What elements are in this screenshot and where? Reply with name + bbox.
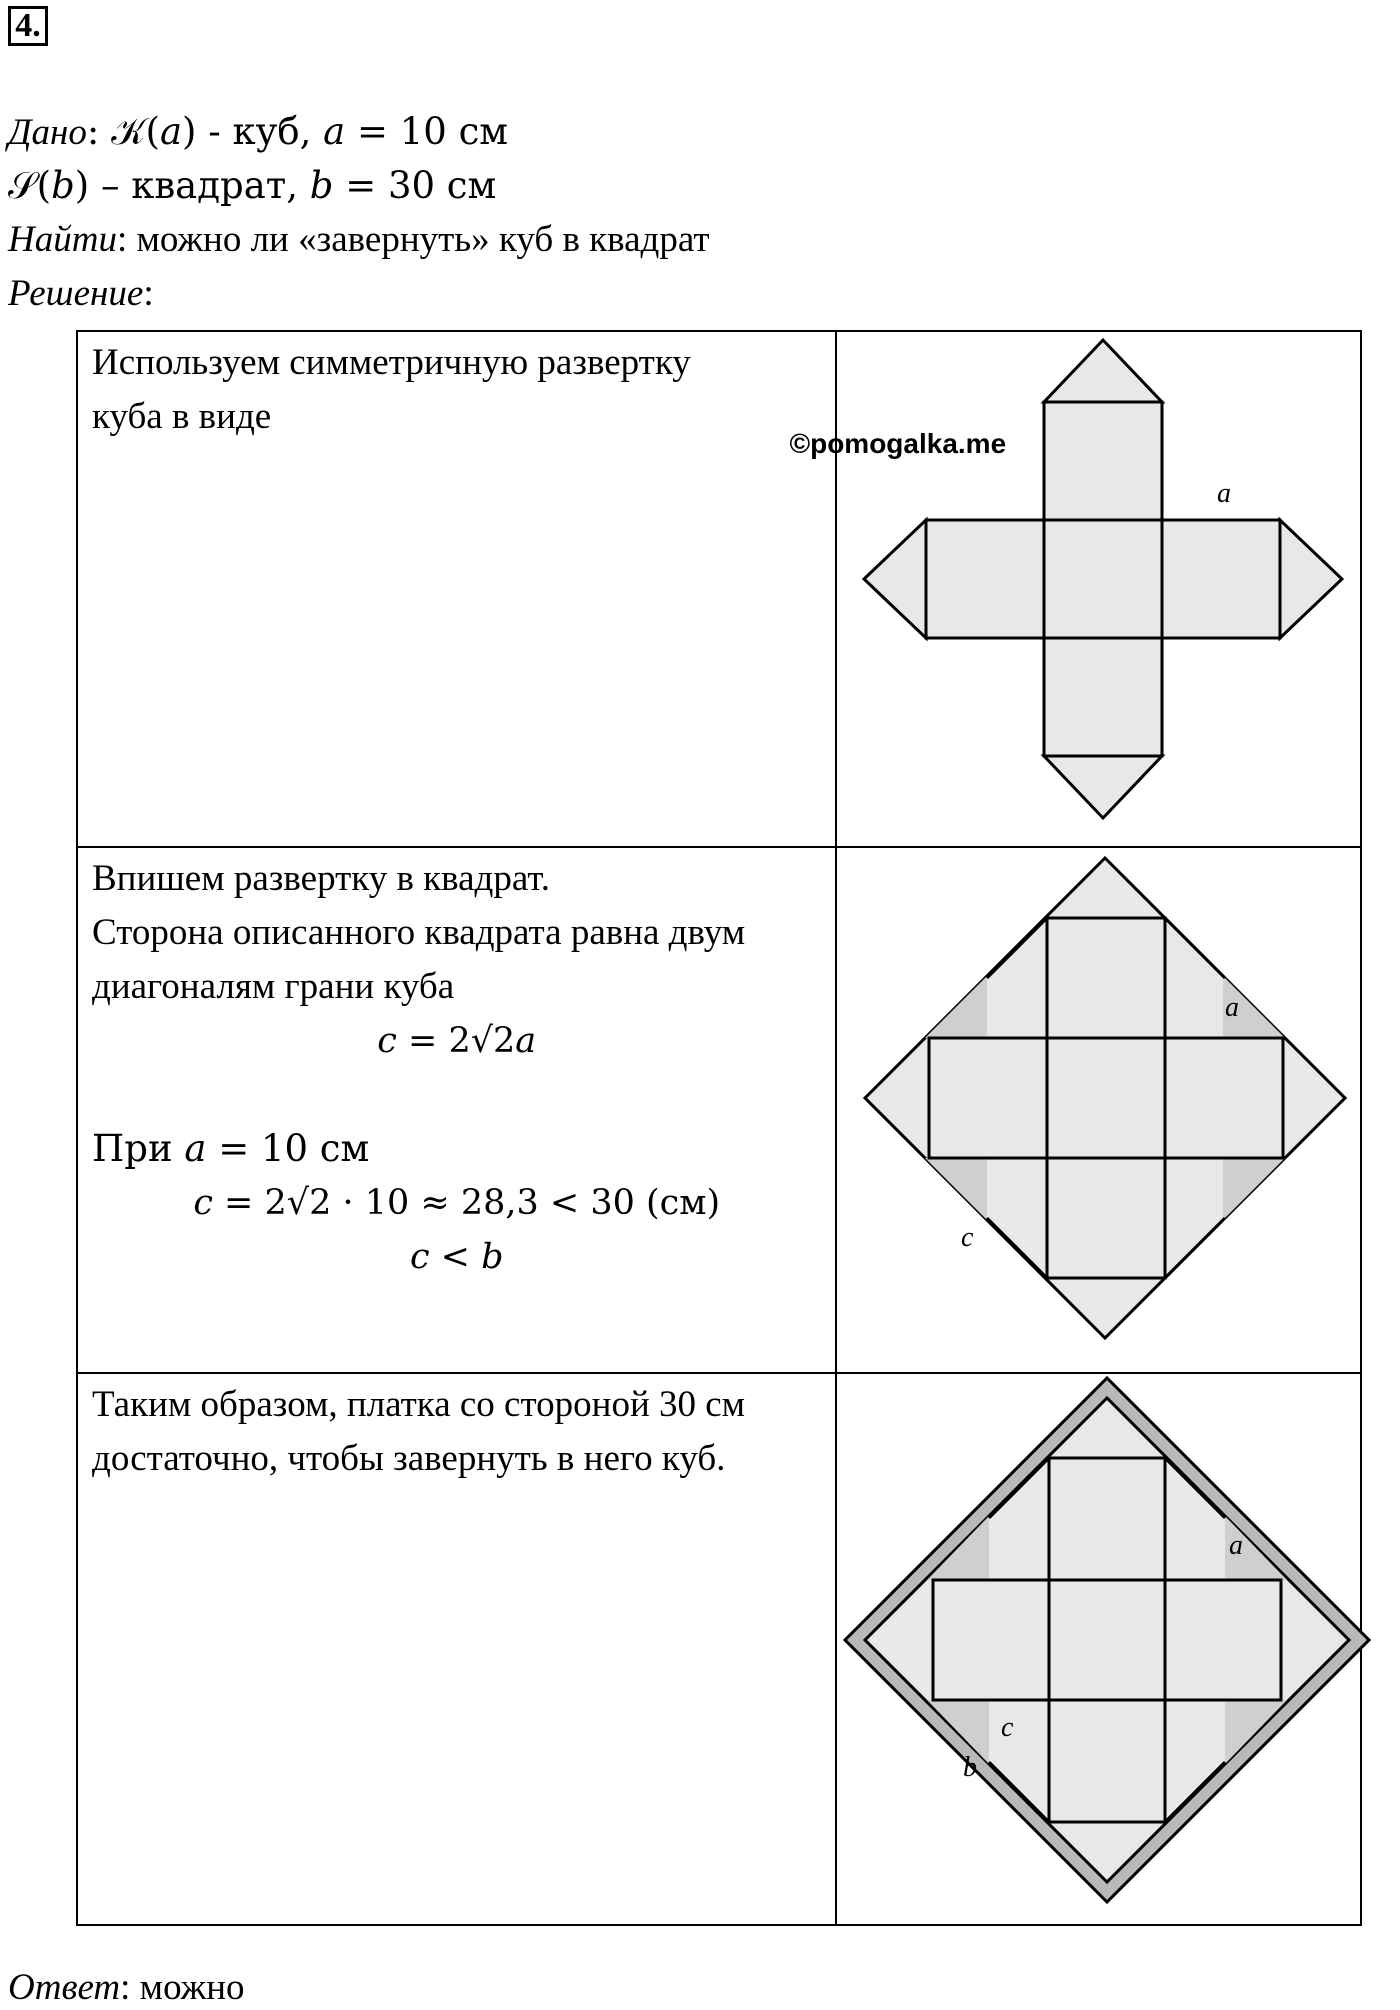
formula-c: 𝑐 = 2√2𝑎 bbox=[377, 1021, 537, 1061]
find-text: : можно ли «завернуть» куб в квадрат bbox=[116, 219, 710, 260]
net-face-center bbox=[1044, 520, 1162, 638]
cube-net-diagram bbox=[837, 332, 1375, 842]
row-1-line-1: Используем симметричную развертку bbox=[92, 342, 691, 383]
net-triangle-top bbox=[1044, 340, 1162, 402]
solution-label: Решение bbox=[8, 273, 144, 314]
answer-label: Ответ bbox=[8, 1967, 121, 2008]
answer-text: : можно bbox=[120, 1967, 245, 2008]
formula-c-value: 𝑐 = 2√2 · 10 ≈ 28,3 < 30 (см) bbox=[193, 1183, 721, 1223]
net-face-left bbox=[926, 520, 1044, 638]
spacer bbox=[92, 1068, 821, 1122]
task-number: 4. bbox=[8, 6, 48, 46]
find-label: Найти bbox=[8, 219, 117, 260]
row-2-text bbox=[77, 847, 836, 1373]
shade-br bbox=[1223, 1158, 1285, 1220]
label-a: a bbox=[1229, 1530, 1244, 1561]
label-b: b bbox=[963, 1752, 978, 1783]
inscribed-net-diagram bbox=[837, 848, 1375, 1368]
solution-table bbox=[76, 330, 1362, 1926]
given-cube: : 𝒦(𝑎) - куб, 𝑎 = 10 см bbox=[86, 110, 509, 153]
row-2-line-3: диагоналям грани куба bbox=[92, 966, 455, 1007]
given-line-1 bbox=[8, 110, 508, 155]
given-a-value: При 𝑎 = 10 см bbox=[92, 1127, 370, 1170]
answer-line bbox=[8, 1966, 245, 2010]
net-triangle-bottom bbox=[1044, 756, 1162, 818]
net-face-bottom bbox=[1044, 638, 1162, 756]
solution-colon: : bbox=[143, 273, 154, 314]
given-line-2 bbox=[8, 164, 496, 209]
watermark: ©pomogalka.me bbox=[789, 428, 1007, 459]
label-a: a bbox=[1217, 478, 1232, 509]
solution-line bbox=[8, 272, 154, 316]
formula-c-less-b: 𝑐 < 𝑏 bbox=[409, 1237, 504, 1277]
row-3-text bbox=[77, 1373, 836, 1925]
row-3-figure bbox=[836, 1373, 1361, 1925]
square-c bbox=[865, 1398, 1349, 1882]
label-a: a bbox=[1225, 992, 1240, 1023]
given-square: 𝒮(𝑏) – квадрат, 𝑏 = 30 см bbox=[8, 164, 497, 207]
find-line bbox=[8, 218, 710, 262]
row-1-text bbox=[77, 331, 836, 847]
solution-row-1 bbox=[77, 331, 1361, 847]
row-2-figure bbox=[836, 847, 1361, 1373]
label-c: c bbox=[961, 1222, 974, 1253]
row-2-line-1: Впишем развертку в квадрат. bbox=[92, 858, 550, 899]
square-c bbox=[865, 858, 1345, 1338]
row-1-line-2: куба в виде bbox=[92, 396, 272, 437]
row-1-figure bbox=[789, 331, 1361, 847]
solution-row-3 bbox=[77, 1373, 1361, 1925]
net-triangle-right bbox=[1280, 520, 1342, 638]
label-c: c bbox=[1001, 1712, 1014, 1743]
row-3-line-1: Таким образом, платка со стороной 30 см bbox=[92, 1384, 746, 1425]
row-3-line-2: достаточно, чтобы завернуть в него куб. bbox=[92, 1438, 726, 1479]
net-face-top bbox=[1044, 402, 1162, 520]
net-triangle-left bbox=[864, 520, 926, 638]
given-label: Дано bbox=[8, 112, 87, 153]
net-face-right bbox=[1162, 520, 1280, 638]
wrapped-square-diagram bbox=[837, 1374, 1375, 1920]
solution-row-2 bbox=[77, 847, 1361, 1373]
row-2-line-2: Сторона описанного квадрата равна двум bbox=[92, 912, 746, 953]
